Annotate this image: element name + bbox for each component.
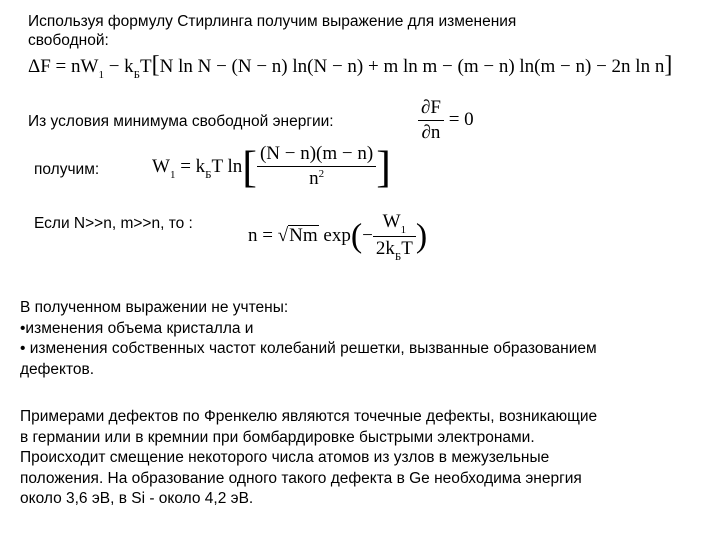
eq-lhs: ΔF = nW (28, 56, 99, 77)
t-ln: T ln (211, 155, 243, 177)
w-subscript: 1 (169, 168, 176, 181)
result-label: получим: (34, 161, 100, 178)
intro-text (28, 12, 516, 50)
equals-zero: = 0 (448, 108, 474, 130)
equation-n (248, 210, 427, 263)
n-base: n (309, 168, 319, 189)
exp-fraction (373, 210, 416, 263)
fraction-numerator (380, 210, 409, 236)
w-subscript: 1 (400, 224, 407, 236)
k-subscript: Б (205, 168, 212, 181)
partial-derivative-equation (418, 96, 474, 145)
t-symbol: T (401, 238, 413, 259)
square-root (278, 224, 319, 248)
examples-line: Примерами дефектов по Френкелю являются точечные дефекты, возникающие (20, 408, 598, 425)
intro-line: Используя формулу Стирлинга получим выражение для изменения (28, 13, 517, 30)
two-k: 2k (375, 238, 395, 259)
notes-line: дефектов. (20, 360, 95, 378)
examples-line: в германии или в кремнии при бомбардировке быстрыми электронами. (20, 428, 535, 446)
min-condition-text: Из условия минимума свободной энергии: (28, 113, 334, 130)
w-fraction (257, 142, 376, 193)
w-symbol: W (152, 155, 170, 177)
equation-delta-f (28, 53, 672, 81)
fraction-denominator: ∂n (421, 122, 441, 143)
fraction-numerator: (N − n)(m − n) (259, 143, 374, 164)
notes-paragraph (20, 298, 710, 380)
n-lhs: n = (248, 224, 278, 246)
eq-subscript: 1 (98, 69, 104, 81)
right-bracket: ] (376, 142, 391, 192)
n-exponent: 2 (318, 168, 325, 180)
left-paren: ( (350, 217, 363, 255)
w-symbol: W (382, 211, 401, 232)
intro-line: свободной: (28, 32, 109, 49)
left-bracket: [ (151, 52, 160, 78)
equation-w1 (152, 142, 391, 193)
notes-line: •изменения объема кристалла и (20, 319, 254, 337)
eq-subscript: Б (133, 69, 140, 81)
right-paren: ) (415, 217, 428, 255)
fraction-denominator (373, 237, 416, 263)
notes-line: В полученном выражении не учтены: (20, 299, 289, 316)
examples-line: положения. На образование одного такого дефекта в Ge необходима энергия (20, 469, 582, 487)
approx-label: Если N>>n, m>>n, то : (34, 215, 193, 232)
eq-k: − k (103, 56, 134, 77)
exp-function: exp (318, 224, 351, 246)
right-bracket: ] (664, 52, 673, 78)
minus-sign: − (362, 224, 373, 246)
examples-line: около 3,6 эВ, в Si - около 4,2 эВ. (20, 490, 254, 507)
fraction-denominator (306, 167, 327, 193)
eq-t: T (139, 56, 152, 77)
radical-sign-icon: √ (277, 224, 289, 246)
eq-k: = k (175, 155, 206, 177)
eq-body: N ln N − (N − n) ln(N − n) + m ln m − (m − n) ln(m − n) − 2n ln n (159, 56, 665, 77)
partial-fraction (418, 96, 444, 145)
radicand: Nm (289, 224, 318, 246)
fraction-numerator: ∂F (421, 97, 441, 118)
notes-line: • изменения собственных частот колебаний решетки, вызванные образованием (20, 340, 597, 357)
k-subscript: Б (394, 251, 402, 263)
examples-paragraph (20, 407, 710, 510)
left-bracket: [ (242, 142, 257, 192)
examples-line: Происходит смещение некоторого числа атомов из узлов в межузельные (20, 449, 550, 466)
